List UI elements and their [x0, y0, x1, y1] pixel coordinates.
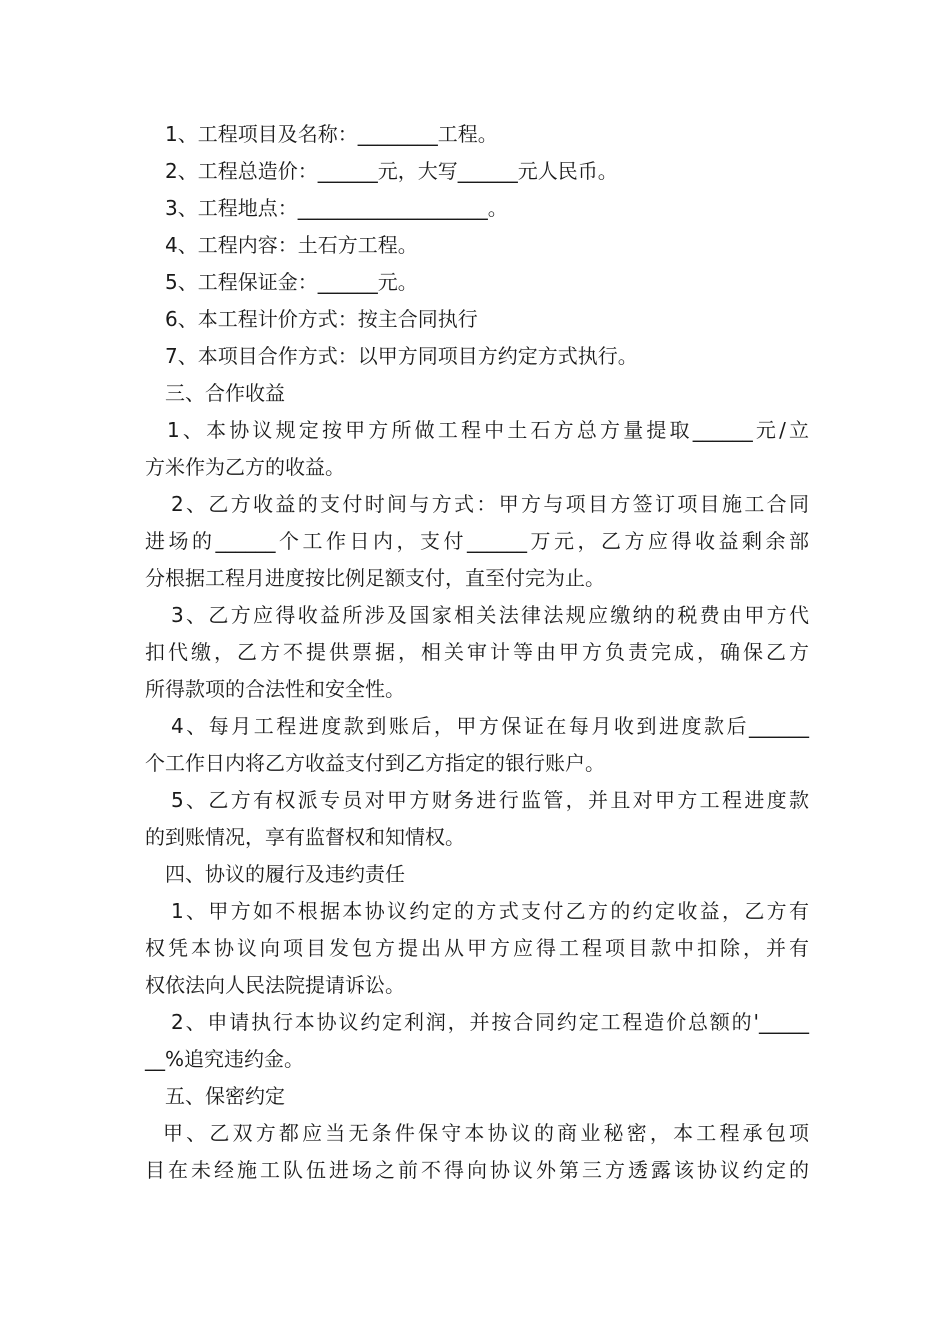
document-body	[145, 116, 809, 1189]
item-project-name: 1、工程项目及名称：________工程。	[165, 122, 498, 146]
revenue-clause-5-line-1: 5、乙方有权派专员对甲方财务进行监管，并且对甲方工程进度款	[171, 788, 809, 812]
liability-clause-2-line-1: 2、申请执行本协议约定利润，并按合同约定工程造价总额的'_____	[171, 1010, 809, 1034]
revenue-clause-2-line-3: 分根据工程月进度按比例足额支付，直至付完为止。	[145, 566, 605, 590]
item-content: 4、工程内容：土石方工程。	[165, 233, 418, 257]
item-location: 3、工程地点：___________________。	[165, 196, 508, 220]
revenue-clause-1-line-1: 1、本协议规定按甲方所做工程中土石方总方量提取______元/立	[167, 418, 809, 442]
section-heading-confidentiality: 五、保密约定	[165, 1084, 285, 1108]
revenue-clause-4-line-1: 4、每月工程进度款到账后，甲方保证在每月收到进度款后______	[171, 714, 809, 738]
item-cooperation-method: 7、本项目合作方式：以甲方同项目方约定方式执行。	[165, 344, 638, 368]
revenue-clause-3-line-2: 扣代缴，乙方不提供票据，相关审计等由甲方负责完成，确保乙方	[145, 640, 809, 664]
revenue-clause-3-line-1: 3、乙方应得收益所涉及国家相关法律法规应缴纳的税费由甲方代	[171, 603, 809, 627]
item-deposit: 5、工程保证金：______元。	[165, 270, 418, 294]
section-heading-revenue: 三、合作收益	[165, 381, 285, 405]
confidentiality-clause-line-1: 甲、乙双方都应当无条件保守本协议的商业秘密，本工程承包项	[163, 1121, 809, 1145]
revenue-clause-4-line-2: 个工作日内将乙方收益支付到乙方指定的银行账户。	[145, 751, 605, 775]
item-total-cost: 2、工程总造价：______元，大写______元人民币。	[165, 159, 618, 183]
liability-clause-1-line-3: 权依法向人民法院提请诉讼。	[145, 973, 405, 997]
revenue-clause-2-line-1: 2、乙方收益的支付时间与方式：甲方与项目方签订项目施工合同	[171, 492, 809, 516]
liability-clause-1-line-1: 1、甲方如不根据本协议约定的方式支付乙方的约定收益，乙方有	[171, 899, 809, 923]
revenue-clause-1-line-2: 方米作为乙方的收益。	[145, 455, 345, 479]
revenue-clause-3-line-3: 所得款项的合法性和安全性。	[145, 677, 405, 701]
section-heading-performance-liability: 四、协议的履行及违约责任	[165, 862, 405, 886]
confidentiality-clause-line-2: 目在未经施工队伍进场之前不得向协议外第三方透露该协议约定的	[145, 1158, 809, 1182]
revenue-clause-2-line-2: 进场的______个工作日内，支付______万元，乙方应得收益剩余部	[145, 529, 809, 553]
liability-clause-1-line-2: 权凭本协议向项目发包方提出从甲方应得工程项目款中扣除，并有	[145, 936, 809, 960]
item-pricing-method: 6、本工程计价方式：按主合同执行	[165, 307, 478, 331]
liability-clause-2-line-2: __%追究违约金。	[145, 1047, 305, 1071]
revenue-clause-5-line-2: 的到账情况，享有监督权和知情权。	[145, 825, 465, 849]
